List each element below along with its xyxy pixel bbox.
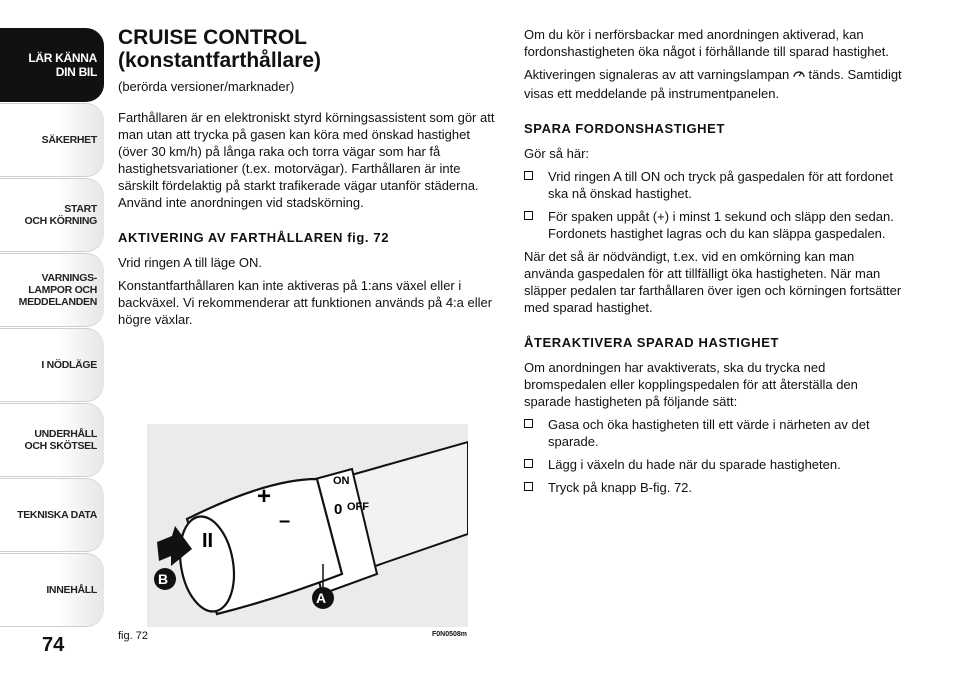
section-heading-activation: AKTIVERING AV FARTHÅLLAREN fig. 72 xyxy=(118,230,390,245)
checkbox-bullet-icon xyxy=(524,459,533,468)
plus-mark: + xyxy=(257,483,272,510)
sidebar-tab-label: VARNINGS- LAMPOR OCH MEDDELANDEN xyxy=(18,272,97,308)
save-speed-lead: Gör så här: xyxy=(524,146,590,161)
callout-a: A xyxy=(316,590,327,606)
activation-step: Vrid ringen A till läge ON. xyxy=(118,255,263,270)
list-item: Gasa och öka hastigheten till ett värde i närheten av det sparade. xyxy=(524,416,906,450)
page-number: 74 xyxy=(42,634,65,656)
subtitle: (berörda versioner/marknader) xyxy=(118,79,295,94)
minus-mark: – xyxy=(279,510,291,532)
sidebar-tab-label: UNDERHÅLL OCH SKÖTSEL xyxy=(24,428,97,452)
sidebar-tab[interactable] xyxy=(0,403,104,477)
section-heading-save-speed: SPARA FORDONSHASTIGHET xyxy=(524,121,725,136)
figure-caption: fig. 72 xyxy=(118,630,148,642)
checkbox-bullet-icon xyxy=(524,171,533,180)
sidebar-tab[interactable] xyxy=(0,178,104,252)
warning-text-b: tänds. Samtidigt visas ett meddelande på instrumentpanelen. xyxy=(524,67,902,101)
ring-on-label: ON xyxy=(333,475,350,487)
checkbox-bullet-icon xyxy=(524,482,533,491)
checkbox-bullet-icon xyxy=(524,419,533,428)
warning-text-a: Aktiveringen signaleras av att varningslampan xyxy=(524,67,790,82)
sidebar-tab[interactable] xyxy=(0,103,104,177)
sidebar-tab-label: INNEHÅLL xyxy=(46,584,97,596)
sidebar-tab[interactable] xyxy=(0,553,104,627)
list-item: Vrid ringen A till ON och tryck på gaspedalen för att fordonet ska nå önskad hastighet. xyxy=(524,168,906,202)
figure-code: F0N0508m xyxy=(432,631,468,638)
section-heading-reactivate: ÅTERAKTIVERA SPARAD HASTIGHET xyxy=(524,335,780,350)
checkbox-bullet-icon xyxy=(524,211,533,220)
save-speed-list xyxy=(524,168,906,242)
sidebar-tab[interactable] xyxy=(0,253,104,327)
reactivate-list xyxy=(524,416,906,496)
sidebar-tab-label: START OCH KÖRNING xyxy=(24,203,97,227)
reactivate-paragraph: Om anordningen har avaktiverats, ska du trycka ned bromspedalen eller kopplingspedalen för att återställa den sparade hastigheten på följande sätt: xyxy=(524,360,858,409)
sidebar-tab[interactable] xyxy=(0,478,104,552)
downhill-paragraph: Om du kör i nerförsbackar med anordningen aktiverad, kan fordonshastigheten öka något i förhållande till sparad hastighet. xyxy=(524,27,889,59)
sidebar-tab[interactable] xyxy=(0,28,104,102)
right-column xyxy=(524,26,906,502)
list-item: Tryck på knapp B-fig. 72. xyxy=(524,479,906,496)
button-mark: II xyxy=(202,530,214,552)
figure-cruise-control-lever xyxy=(147,424,468,627)
sidebar-tab-label: TEKNISKA DATA xyxy=(17,509,97,521)
cruise-control-warning-lamp-icon xyxy=(793,68,805,85)
callout-b: B xyxy=(158,571,169,587)
overtaking-paragraph: När det så är nödvändigt, t.ex. vid en omkörning kan man använda gaspedalen för att tillfälligt öka hastigheten. När man släpper pedalen tar farthållaren över igen och körningen fortsätter med sparad hastighet. xyxy=(524,249,902,315)
intro-paragraph: Farthållaren är en elektroniskt styrd körningsassistent som gör att man utan att trycka på gasen kan köra med önskad hastighet (över 30 km/h) på långa raka och torra vägar som har få hastighetsvariationer (t.ex. motorvägar). Farthållaren är inte särskilt fördelaktig på starkt trafikerade vägar utanför städerna. Använd inte anordningen vid stadskörning. xyxy=(118,110,495,210)
lever-illustration xyxy=(147,424,468,627)
sidebar-tab-label: I NÖDLÄGE xyxy=(41,359,97,371)
page-title: CRUISE CONTROL (konstantfarthållare) xyxy=(118,26,322,72)
chapter-sidebar xyxy=(0,28,104,628)
warning-lamp-paragraph xyxy=(524,66,906,102)
ring-zero-label: 0 xyxy=(334,501,343,518)
sidebar-tab-label: SÄKERHET xyxy=(41,134,97,146)
sidebar-tab[interactable] xyxy=(0,328,104,402)
activation-note: Konstantfarthållaren kan inte aktiveras på 1:ans växel eller i backväxel. Vi rekommenderar att funktionen används på 4:a eller högre växlar. xyxy=(118,278,493,327)
list-item: Lägg i växeln du hade när du sparade hastigheten. xyxy=(524,456,906,473)
list-item: För spaken uppåt (+) i minst 1 sekund och släpp den sedan. Fordonets hastighet lagras och du kan släppa gaspedalen. xyxy=(524,208,906,242)
ring-off-label: OFF xyxy=(347,501,369,513)
sidebar-tab-label: LÄR KÄNNA DIN BIL xyxy=(28,51,97,79)
left-column xyxy=(118,26,500,334)
